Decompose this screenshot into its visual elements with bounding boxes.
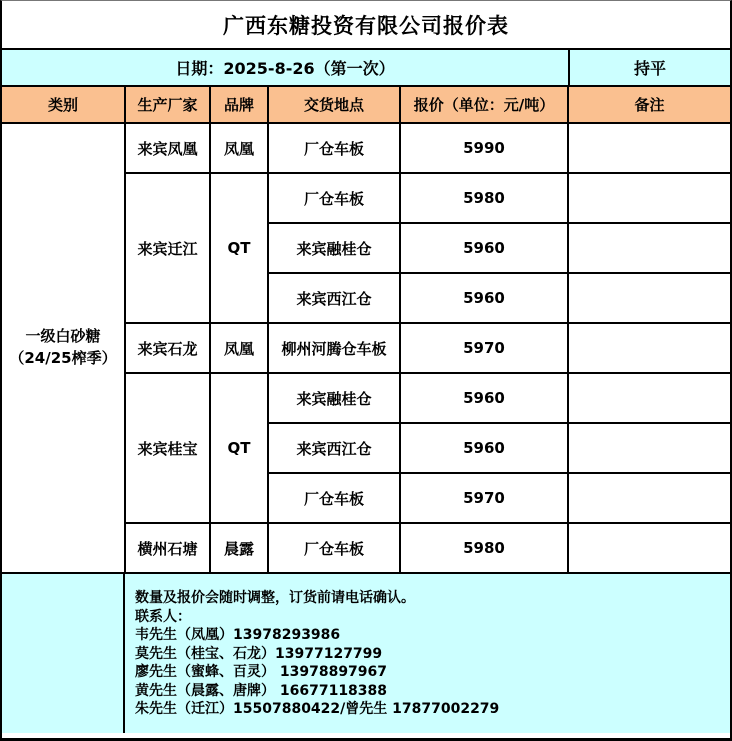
footer-contact-block [125, 574, 730, 733]
footer-line-contact-3: 廖先生（蜜蜂、百灵） 13978897967 [135, 664, 388, 680]
header-category: 类别 [2, 87, 125, 123]
footer-line-contact-1: 韦先生（凤凰）13978293986 [135, 627, 341, 643]
note-cell [568, 323, 730, 373]
price-cell: 5980 [400, 523, 568, 573]
note-cell [568, 473, 730, 523]
price-cell: 5960 [400, 423, 568, 473]
producer-cell: 来宾迁江 [125, 173, 210, 323]
trend-cell: 持平 [568, 50, 730, 85]
producer-cell: 横州石塘 [125, 523, 210, 573]
price-cell: 5960 [400, 273, 568, 323]
price-cell: 5970 [400, 473, 568, 523]
price-cell: 5990 [400, 123, 568, 173]
footer-left-cell [2, 574, 125, 733]
footer-line-contact-5: 朱先生（迁江）15507880422/曾先生 17877002279 [135, 701, 500, 717]
table-header-row [2, 87, 730, 123]
location-cell: 来宾融桂仓 [268, 373, 400, 423]
price-cell: 5960 [400, 223, 568, 273]
brand-cell: 凤凰 [210, 123, 268, 173]
price-table [2, 87, 730, 574]
page-title: 广西东糖投资有限公司报价表 [2, 1, 730, 50]
category-line2: （24/25榨季） [9, 349, 117, 367]
footer-note [2, 574, 730, 733]
location-cell: 厂仓车板 [268, 473, 400, 523]
table-row [2, 123, 730, 173]
note-cell [568, 373, 730, 423]
note-cell [568, 123, 730, 173]
producer-cell: 来宾凤凰 [125, 123, 210, 173]
brand-cell: 晨露 [210, 523, 268, 573]
note-cell [568, 523, 730, 573]
footer-line-contacts-label: 联系人： [135, 608, 191, 625]
producer-cell: 来宾桂宝 [125, 373, 210, 523]
note-cell [568, 273, 730, 323]
header-brand: 品牌 [210, 87, 268, 123]
date-cell: 日期：2025-8-26（第一次） [175, 59, 395, 78]
location-cell: 来宾西江仓 [268, 273, 400, 323]
location-cell: 柳州河腾仓车板 [268, 323, 400, 373]
brand-cell: QT [210, 173, 268, 323]
note-cell [568, 223, 730, 273]
category-line1: 一级白砂糖 [25, 327, 101, 346]
header-price: 报价（单位：元/吨） [400, 87, 568, 123]
footer-line-contact-4: 黄先生（晨露、唐牌） 16677118388 [135, 682, 388, 699]
category-cell [2, 123, 125, 573]
header-location: 交货地点 [268, 87, 400, 123]
date-row [2, 50, 730, 87]
price-cell: 5960 [400, 373, 568, 423]
location-cell: 来宾西江仓 [268, 423, 400, 473]
price-cell: 5970 [400, 323, 568, 373]
location-cell: 来宾融桂仓 [268, 223, 400, 273]
location-cell: 厂仓车板 [268, 523, 400, 573]
location-cell: 厂仓车板 [268, 173, 400, 223]
location-cell: 厂仓车板 [268, 123, 400, 173]
note-cell [568, 423, 730, 473]
note-cell [568, 173, 730, 223]
producer-cell: 来宾石龙 [125, 323, 210, 373]
footer-line-contact-2: 莫先生（桂宝、石龙）13977127799 [135, 645, 383, 662]
brand-cell: 凤凰 [210, 323, 268, 373]
footer-line-adjust-notice: 数量及报价会随时调整，订货前请电话确认。 [135, 590, 415, 606]
brand-cell: QT [210, 373, 268, 523]
header-producer: 生产厂家 [125, 87, 210, 123]
header-note: 备注 [568, 87, 730, 123]
price-cell: 5980 [400, 173, 568, 223]
